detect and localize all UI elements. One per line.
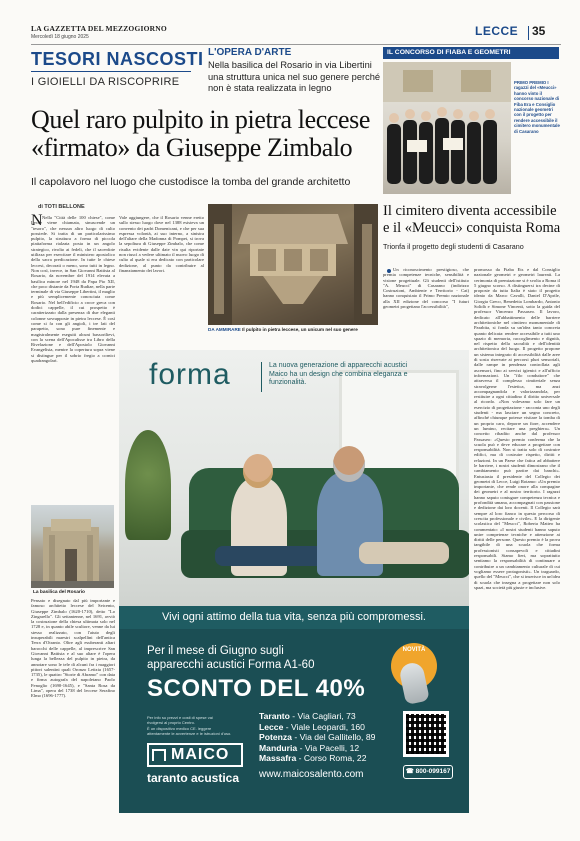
section-name: LECCE	[475, 24, 519, 38]
rubric-title: TESORI NASCOSTI	[31, 49, 204, 69]
rubric-rule	[31, 71, 191, 72]
ad-woman-legs	[215, 546, 325, 566]
store-row	[259, 711, 399, 722]
pulpit-caption	[208, 327, 383, 332]
main-col2-text: Vale aggiungere, che il Rosario venne eretto sullo stesso luogo dove nel 1388 esisteva un convento dei padri Domenicani, e che per sua espressa volontà, ai suo interno, a sinistra dell'altare della Madonna di Pompei, si trova la sepoltura di Giuseppe Zimbalo, che come risulta evidente dalle date vin qui riportate non riuscì a vedere ultimato il nuovo luogo di culto al quale si era dedicato con particolare dedizione, al punto da contribuire al finanziamento dei lavori.	[119, 215, 204, 273]
store-city: Massafra	[259, 753, 297, 764]
main-col1b-text: Pensato e disegnato dal più importante e famoso architetto leccese del Seicento, Giuseppe Zimbalo (1620-1710), detto "Lo Zingarello". Gli settantenne, nel 1691, avviò la costruzione della chiesa ultimata solo nel 1728 e, in quanto abile scultore, venne da lui stesso realizzato, con l'aiuto degli insuperabili maestri scalpellini dell'antica Terra d'Otranto. Oltre agli esuberanti altari barocchi delle cappelle, al imprescrive San Giovanni Battista e al suo altare è l'opera lunga la bellezza del pulpito in pietra, da annotare sono le tele di alcuni fra i maggiori pittori salentini quali Oronzo Letizia (1657-1735), le quattro "Storie di Abramo" con data e firma autografa del napoletano Paolo Fenoglio (1690-1645), e "Santa Rosa da Lima", opera del 1738 del leccese Serafino Elmo (1696-1777).	[31, 598, 115, 699]
store-city: Manduria	[259, 742, 298, 753]
store-city: Potenza	[259, 732, 292, 743]
maico-m-icon	[152, 749, 166, 761]
dropcap: N	[31, 212, 43, 229]
promo-line1: Per il mese di Giugno sugli	[147, 645, 284, 657]
kicker-label: L'OPERA D'ARTE	[208, 47, 292, 58]
ad-man-legs	[359, 542, 449, 564]
main-col1-text: Nella "Città delle 100 chiese", come Lecce viene chiamata, sinuscende un "tesoro", che nessun altro luogo di culto possiede. Si tratta di un particolarissimo pulpito, la struttura a forma di piccola piattaforma rialzata posta in un angolo strategico, rivolto ai fedeli, che il sacerdote utilizza per esercitare il ministero apostolico della sacra predicazione. In tutte le chiese leccesi, decorati o meno, sono tutti in legno. Non così, invece, in San Giovanni Battista al Rosario, da novembre del 1914 elevata a basilica minore nel 1948 da Papa Pio XII, che poco distante da Porta Rudiae, nella parte terminale di via Giuseppe Libertini, il maglio e più semplicemente conosciuta come Rosario. Nel bell'edificio a croce greca con dodici cappelle, il cui prospetto è caratterizzato dalla presenza di due eleganti colonne sovrapposte in pietra leccese. È così come si fa con gli angioli, i tre lati del parapetto, sono pure finemente e magistralmente eseguiti alcuni bassorilievi, con la scena dell'Apocalisse tra Libro della Rivelazione e dell'Apostolo Giovanni Evangelista, mentre la copertura sopra viene si distingue per il sobrio fregio a cornici quadrangolari.	[31, 215, 115, 364]
fine-print-1: Per info su prezzi e costi di spese vai	[147, 715, 213, 720]
fine-print-4: attentamente le avvertenze e le istruzioni d'uso.	[147, 731, 232, 736]
promo-discount: SCONTO DEL 40%	[147, 675, 366, 702]
maico-logo-sub: taranto acustica	[147, 771, 240, 785]
store-row	[259, 753, 399, 764]
pulpit-graphic	[208, 204, 378, 325]
page-number: 35	[532, 24, 546, 38]
side-subhead: Trionfa il progetto degli studenti di Casarano	[383, 242, 524, 251]
rubric-subtitle: I GIOIELLI DA RISCOPRIRE	[31, 76, 180, 88]
maico-logo-text: MAICO	[171, 746, 230, 763]
store-address: - Viale Leopardi, 160	[285, 721, 365, 732]
page-divider	[528, 26, 529, 40]
pulpit-caption-label: DA AMMIRARE	[208, 327, 241, 332]
ad-woman-head	[243, 454, 273, 488]
main-subhead: Il capolavoro nel luogo che custodisce la tomba del grande architetto	[31, 176, 351, 188]
qr-code-icon	[403, 711, 449, 757]
maico-advert	[119, 350, 469, 813]
issue-date: Mercoledì 18 giugno 2025	[31, 34, 89, 40]
ad-promo	[119, 629, 469, 813]
pulpit-caption-text: Il pulpito in pietra leccese, un unicum nel suo genere	[242, 327, 358, 332]
side-tag: IL CONCORSO DI FIABA E GEOMETRI	[383, 47, 559, 59]
main-headline: Quel raro pulpito in pietra leccese «firmato» da Giuseppe Zimbalo	[31, 105, 371, 162]
masthead	[31, 23, 561, 45]
side-col2-text: promosso da Fiaba Ets e dal Consiglio nazionale geometri e geometri laureati. La cerimonia di premiazione si è svolta a Roma il 5 giugno scorso. A distinguersi tra decine di proposte da tutta Italia è stato il progetto ideato da Marco Cavalli, Daniel D'Aprile, Giorgia Greco, Benedetta Lombardo, Antonio Solidà e Simone Vincenti, sotto la guida del professor Vincenzo Passaseo. Il lavoro, dedicato all'abbattimento delle barriere architettoniche nel cimitero monumentale di Parabita, si fonda su un'idea tanto concreta quanto delicata: rendere accessibile a tutti uno spazio di memoria, raccoglimento e dignità, nel rispetto della sacralità e dell'identità architettonica del luogo. Il progetto propone un sistema integrato di accessibilità dalle aree di sosta riservate ai percorsi pluri sensoriali, dalle rampe in pendenza controllata agli ascensori, fino ai servizi igienici e all'ufficio informazioni. Un "filo conduttore" che attraversa il complesso cimiteriale senza stravolgerne l'estetica, ma anzi accompagnandola e valorizzandola, per restituire a ogni cittadino il diritto universale al ricordo. «Non volevamo solo fare un esercizio di progettazione - racconta uno degli studenti - ma lasciare un segno concreto, affinché chiunque potesse visitare la tomba di un proprio caro, deporre un fiore, accendere un lumino, recitare una preghiera». Un concetto ribadito anche dal professor Passaseo: «Questo premio conferma che la scuola può e deve educare a progettare con responsabilità. Non si tratta solo di costruire edifici, ma di costruire rispetto, diritti e relazioni. In un Paese che fatica ad abbattere le barriere, i nostri studenti dimostrano che il cambiamento può partire dai banchi». Entusiasta il presidente del Collegio dei geometri di Lecce, Luigi Rotamo: «Un premio importante, che rende onore alla compagine dei geometri e al nostro territorio. I ragazzi hanno saputo coniugare competenza tecnica e profondità umana, accompagnati con passione e dedizione dai loro docenti. Il Collegio sarà sempre al loro fianco in questo percorso di crescita professionale e civile». E la dirigente scolastica del "Meucci", Roberta Matteo ha commentato: «I nostri studenti hanno saputo unire competenze tecniche e attenzione ai diritti delle persone. Questo premio è la prova tangibile di una scuola che forma professionisti consapevoli e cittadini responsabili. Siamo fieri, ma soprattutto sentiamo la responsabilità di continuare a contribuire a un cambiamento culturale di cui vogliamo essere protagonisti». Un traguardo, quello del "Meucci", che si inserisce in un'idea di scuola che insegna a progettare non solo spazi, ma società più giuste e inclusive.	[474, 267, 560, 590]
website: www.maicosalento.com	[259, 769, 364, 780]
ad-tagline: La nuova generazione di apparecchi acustici Maico ha un design che combina eleganza e funzionalità.	[269, 362, 408, 387]
fine-print-2: rivolgersi al proprio Centro.	[147, 720, 196, 725]
store-address: - Corso Roma, 22	[298, 753, 367, 764]
store-city: Taranto	[259, 711, 290, 721]
ad-brand: forma	[149, 358, 231, 391]
store-address: - Via Pacelli, 12	[299, 742, 360, 753]
phone-number	[403, 765, 453, 779]
store-address: - Via del Gallitello, 89	[294, 732, 376, 743]
students-photo-caption: PRIMO PREMIO I ragazzi del «Meucci» hanno vinto il concorso nazionale di Fiba Era e Consiglio nazionale geometri con il progetto per rendere accessibile il cimitero monumentale di Casarano	[514, 80, 560, 134]
ad-plant	[125, 430, 171, 540]
basilica-facade-graphic	[31, 505, 114, 588]
pulpit-photo	[208, 204, 378, 325]
phone-number-text: 800-099167	[415, 768, 451, 775]
store-row	[259, 722, 399, 733]
store-row	[259, 743, 399, 754]
store-row	[259, 732, 399, 743]
ad-banner: Vivi ogni attimo della tua vita, senza più compromessi.	[119, 606, 469, 629]
fine-print-3: È un dispositivo medico CE. leggere	[147, 726, 212, 731]
promo-line2: apparecchi acustici Forma A1-60	[147, 659, 315, 671]
phone-icon: ☎	[405, 768, 414, 775]
ad-photo	[119, 350, 469, 606]
byline: di TOTI BELLONE	[38, 204, 85, 210]
basilica-photo-caption: La basilica del Rosario	[33, 590, 85, 595]
basilica-photo	[31, 505, 114, 588]
store-address: - Via Cagliari, 73	[292, 711, 356, 721]
students-graphic	[383, 62, 511, 194]
side-col1-text: Un riconoscimento prestigioso, che premia competenze tecniche, sensibilità e visione progettuale. Gli studenti dell'istituto "A. Meucci" di Casarano (indirizzo Costruzioni, Ambiente e Territorio - Cat) hanno conquistato il Primo Premio nazionale alla XII edizione del concorso "I futuri geometri progettano l'accessibilità",	[383, 267, 469, 310]
students-photo	[383, 62, 511, 194]
ad-brand-divider	[261, 362, 262, 392]
newspaper-name: LA GAZZETTA DEL MEZZOGIORNO	[31, 24, 167, 33]
novita-badge: NOVITÀ	[391, 643, 437, 689]
kicker-text: Nella basilica del Rosario in via Libertini una struttura unica nel suo genere perché non è stata realizzata in legno	[208, 60, 381, 93]
side-headline: Il cimitero diventa accessibile e il «Meucci» conquista Roma	[383, 203, 561, 236]
store-city: Lecce	[259, 721, 284, 732]
store-list	[259, 711, 399, 764]
ad-man-head	[333, 446, 365, 482]
